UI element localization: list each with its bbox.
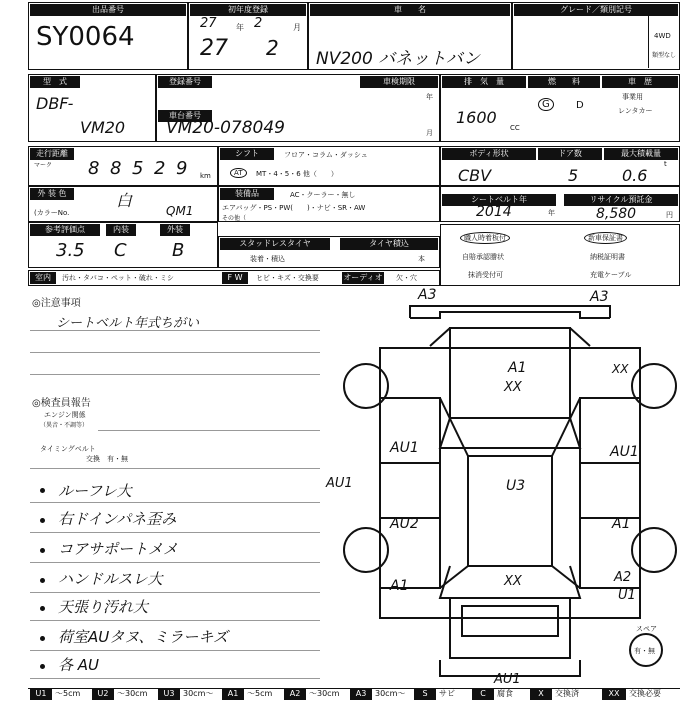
rule (30, 468, 320, 469)
legend-key-u3: U3 (158, 688, 180, 700)
note-item-7: 各 AU (58, 656, 100, 674)
legend-val-u3: 30cm～ (183, 689, 214, 698)
bullet (40, 488, 45, 493)
mileage-sub: マーク (34, 162, 53, 169)
legend-key-a1: A1 (222, 688, 244, 700)
first-reg-year-small: 27 (200, 16, 217, 31)
mark-a1-right: A1 (612, 516, 631, 532)
legend-key-u2: U2 (92, 688, 114, 700)
reg-no-label: 登録番号 (158, 76, 212, 88)
exterior-grade-value: B (172, 240, 185, 261)
mileage-digit-3: 5 (132, 158, 144, 179)
doors-label: ドア数 (538, 148, 602, 160)
mark-a1-left-bottom: A1 (390, 578, 409, 594)
type-value2: VM20 (80, 118, 126, 137)
grade-divider (648, 16, 649, 68)
fuel-g: G (538, 98, 554, 111)
model-name: NV200 バネットバン (316, 49, 480, 69)
bullet (40, 606, 45, 611)
rule (30, 330, 320, 331)
cond-interior-label: 室内 (30, 272, 56, 284)
spare-label: スペア (636, 625, 657, 633)
spare-value: 有・無 (634, 647, 655, 655)
legend-key-s: S (414, 688, 436, 700)
mark-roof-a1: A1 (508, 360, 527, 376)
legend-val-a3: 30cm～ (375, 689, 406, 698)
mark-au1-left-door: AU1 (390, 440, 419, 456)
doc-item-4: 納税証明書 (590, 253, 625, 261)
doc-item-5: 抹消受付可 (468, 271, 503, 279)
drive-4wd: 4WD (654, 32, 671, 40)
grade-label: グレード／類別記号 (514, 4, 678, 16)
mileage-digit-1: 8 (88, 158, 100, 179)
chassis-label: 車台番号 (158, 110, 212, 122)
fuel-label: 燃 料 (528, 76, 600, 88)
caution-title: ◎注意事項 (32, 298, 81, 309)
note-item-2: 右ドインパネ歪み (58, 510, 177, 528)
engine-label: エンジン関係 (44, 411, 86, 419)
drive-none: 類型なし (652, 52, 677, 59)
audio-opts: 欠・穴 (396, 274, 417, 282)
caution-text: シートベルト年式ちがい (56, 316, 200, 331)
equip-line2: エアバッグ・PS・PW( )・ナビ・SR・AW (222, 204, 366, 212)
equip-label: 装備品 (220, 188, 274, 200)
history-rental: レンタカー (618, 107, 653, 115)
rule (30, 562, 320, 563)
note-item-5: 天張り汚れ大 (58, 598, 149, 616)
interior-grade-label: 内装 (106, 224, 136, 236)
load-label: 最大積載量 (604, 148, 678, 160)
legend-key-u1: U1 (30, 688, 52, 700)
doc-item-3: 自賠承認謄状 (462, 253, 504, 261)
note-item-1: ルーフレ大 (58, 482, 132, 500)
bullet (40, 518, 45, 523)
studless-label: スタッドレスタイヤ (220, 238, 330, 250)
km-unit: km (200, 172, 211, 180)
seatbelt-unit: 年 (548, 209, 555, 217)
color-value: 白 (116, 191, 133, 210)
rule (30, 352, 320, 353)
mark-u1-right: U1 (618, 588, 636, 603)
fw-label: F W (222, 272, 248, 284)
load-unit: t (664, 160, 667, 168)
bullet (40, 578, 45, 583)
legend-val-a2: ～30cm (309, 689, 340, 698)
first-reg-month-small: 2 (254, 16, 263, 31)
recycle-label: リサイクル預託金 (564, 194, 678, 206)
legend-val-xx: 交換必要 (629, 689, 661, 698)
doc-item-6: 充電ケーブル (590, 271, 632, 279)
bullet (40, 548, 45, 553)
mileage-label: 走行距離 (30, 148, 74, 160)
chassis-value: VM20-078049 (166, 118, 285, 138)
seatbelt-label: シートベルト年 (442, 194, 556, 206)
insp-month-unit: 月 (426, 129, 433, 137)
type-value: DBF- (36, 94, 74, 113)
legend-val-s: サビ (439, 689, 455, 698)
first-reg-label: 初年度登録 (190, 4, 306, 16)
rule (30, 532, 320, 533)
note-item-3: コアサポートメメ (58, 540, 178, 558)
bullet (40, 664, 45, 669)
tire-label: タイヤ積込 (340, 238, 438, 250)
color-code: QM1 (166, 204, 194, 218)
studless-opts: 装着・積込 (250, 255, 285, 263)
body-label: ボディ形状 (442, 148, 536, 160)
note-item-4: ハンドルスレ大 (58, 570, 163, 588)
mark-u3-center: U3 (506, 478, 526, 494)
legend-key-xx: XX (602, 688, 626, 700)
lot-label: 出品番号 (30, 4, 186, 16)
mileage-digit-2: 8 (110, 158, 122, 179)
mark-au2: AU2 (390, 516, 419, 532)
color-code-label: (カラーNo. (34, 209, 70, 217)
seatbelt-value: 2014 (476, 204, 512, 220)
equip-other: その他（ (222, 215, 247, 222)
rule (30, 374, 320, 375)
legend-key-a3: A3 (350, 688, 372, 700)
displacement-value: 1600 (456, 108, 497, 127)
fw-opts: ヒビ・キズ・交換要 (256, 274, 319, 282)
legend-val-c: 腐食 (497, 689, 513, 698)
body-value: CBV (458, 166, 492, 185)
legend-key-c: C (472, 688, 494, 700)
bullet (40, 636, 45, 641)
legend-key-x: X (530, 688, 552, 700)
mark-right-xx: XX (612, 362, 629, 376)
lot-number: SY0064 (36, 22, 135, 52)
first-reg-year: 27 (200, 36, 228, 61)
legend-val-u2: ～30cm (117, 689, 148, 698)
history-label: 車 歴 (602, 76, 678, 88)
year-unit: 年 (236, 23, 244, 32)
cc-unit: CC (510, 124, 520, 132)
inspection-label: 車検期限 (360, 76, 438, 88)
shift-label: シフト (220, 148, 274, 160)
load-value: 0.6 (622, 166, 648, 185)
engine-sub: （異音・不調等） (40, 422, 89, 429)
insp-year-unit: 年 (426, 93, 433, 101)
doc-item-1: 職人時着板付 (460, 232, 510, 244)
legend-val-a1: ～5cm (247, 689, 273, 698)
shift-at: AT (230, 168, 247, 178)
mark-a2-right: A2 (614, 570, 632, 585)
cond-interior-opts: 汚れ・タバコ・ペット・破れ・ミシ (62, 274, 174, 282)
shift-rest: MT・4・5・6 他（ ） (256, 170, 338, 178)
score-label: 参考評価点 (30, 224, 100, 236)
rule (30, 620, 320, 621)
doors-value: 5 (568, 166, 579, 185)
color-label: 外 装 色 (30, 188, 74, 200)
exterior-grade-label: 外装 (160, 224, 190, 236)
legend-key-a2: A2 (284, 688, 306, 700)
note-item-6: 荷室AUタヌ、ミラーキズ (58, 628, 229, 646)
mark-a3-right: A3 (590, 289, 609, 305)
displacement-label: 排 気 量 (442, 76, 526, 88)
rule (30, 502, 320, 503)
first-reg-month: 2 (266, 36, 279, 60)
rule (30, 650, 320, 651)
mark-au1-right-door: AU1 (610, 444, 639, 460)
mark-au1-outside: AU1 (326, 476, 353, 491)
doc-item-2: 新車保証書 (584, 232, 627, 244)
inspector-title: ◎検査員報告 (32, 398, 91, 409)
rule (98, 430, 320, 431)
mark-xx-bottom: XX (504, 574, 522, 589)
history-business: 事業用 (622, 93, 643, 101)
mileage-digit-4: 2 (154, 158, 166, 179)
legend-val-x: 交換済 (555, 689, 579, 698)
mark-roof-xx: XX (504, 380, 522, 395)
timing-label: タイミングベルト (40, 445, 96, 453)
model-label: 車 名 (310, 4, 510, 16)
rule (30, 592, 320, 593)
month-unit: 月 (293, 23, 301, 32)
recycle-unit: 円 (666, 211, 673, 219)
recycle-value: 8,580 (596, 206, 637, 222)
mark-au1-bottom: AU1 (494, 672, 521, 687)
interior-grade-value: C (114, 240, 127, 261)
score-value: 3.5 (56, 240, 85, 261)
shift-options: フロア・コラム・ダッシュ (284, 151, 368, 159)
timing-value: 交換 有・無 (86, 455, 128, 463)
legend-val-u1: ～5cm (55, 689, 81, 698)
tire-unit: 本 (418, 255, 425, 263)
type-label: 型 式 (30, 76, 80, 88)
equip-line1: AC・クーラー・無し (290, 191, 356, 199)
mileage-digit-5: 9 (176, 158, 188, 179)
mark-a3-left: A3 (418, 287, 437, 303)
rule (30, 678, 320, 679)
audio-label: オーディオ (343, 273, 383, 282)
fuel-d: D (576, 100, 584, 111)
